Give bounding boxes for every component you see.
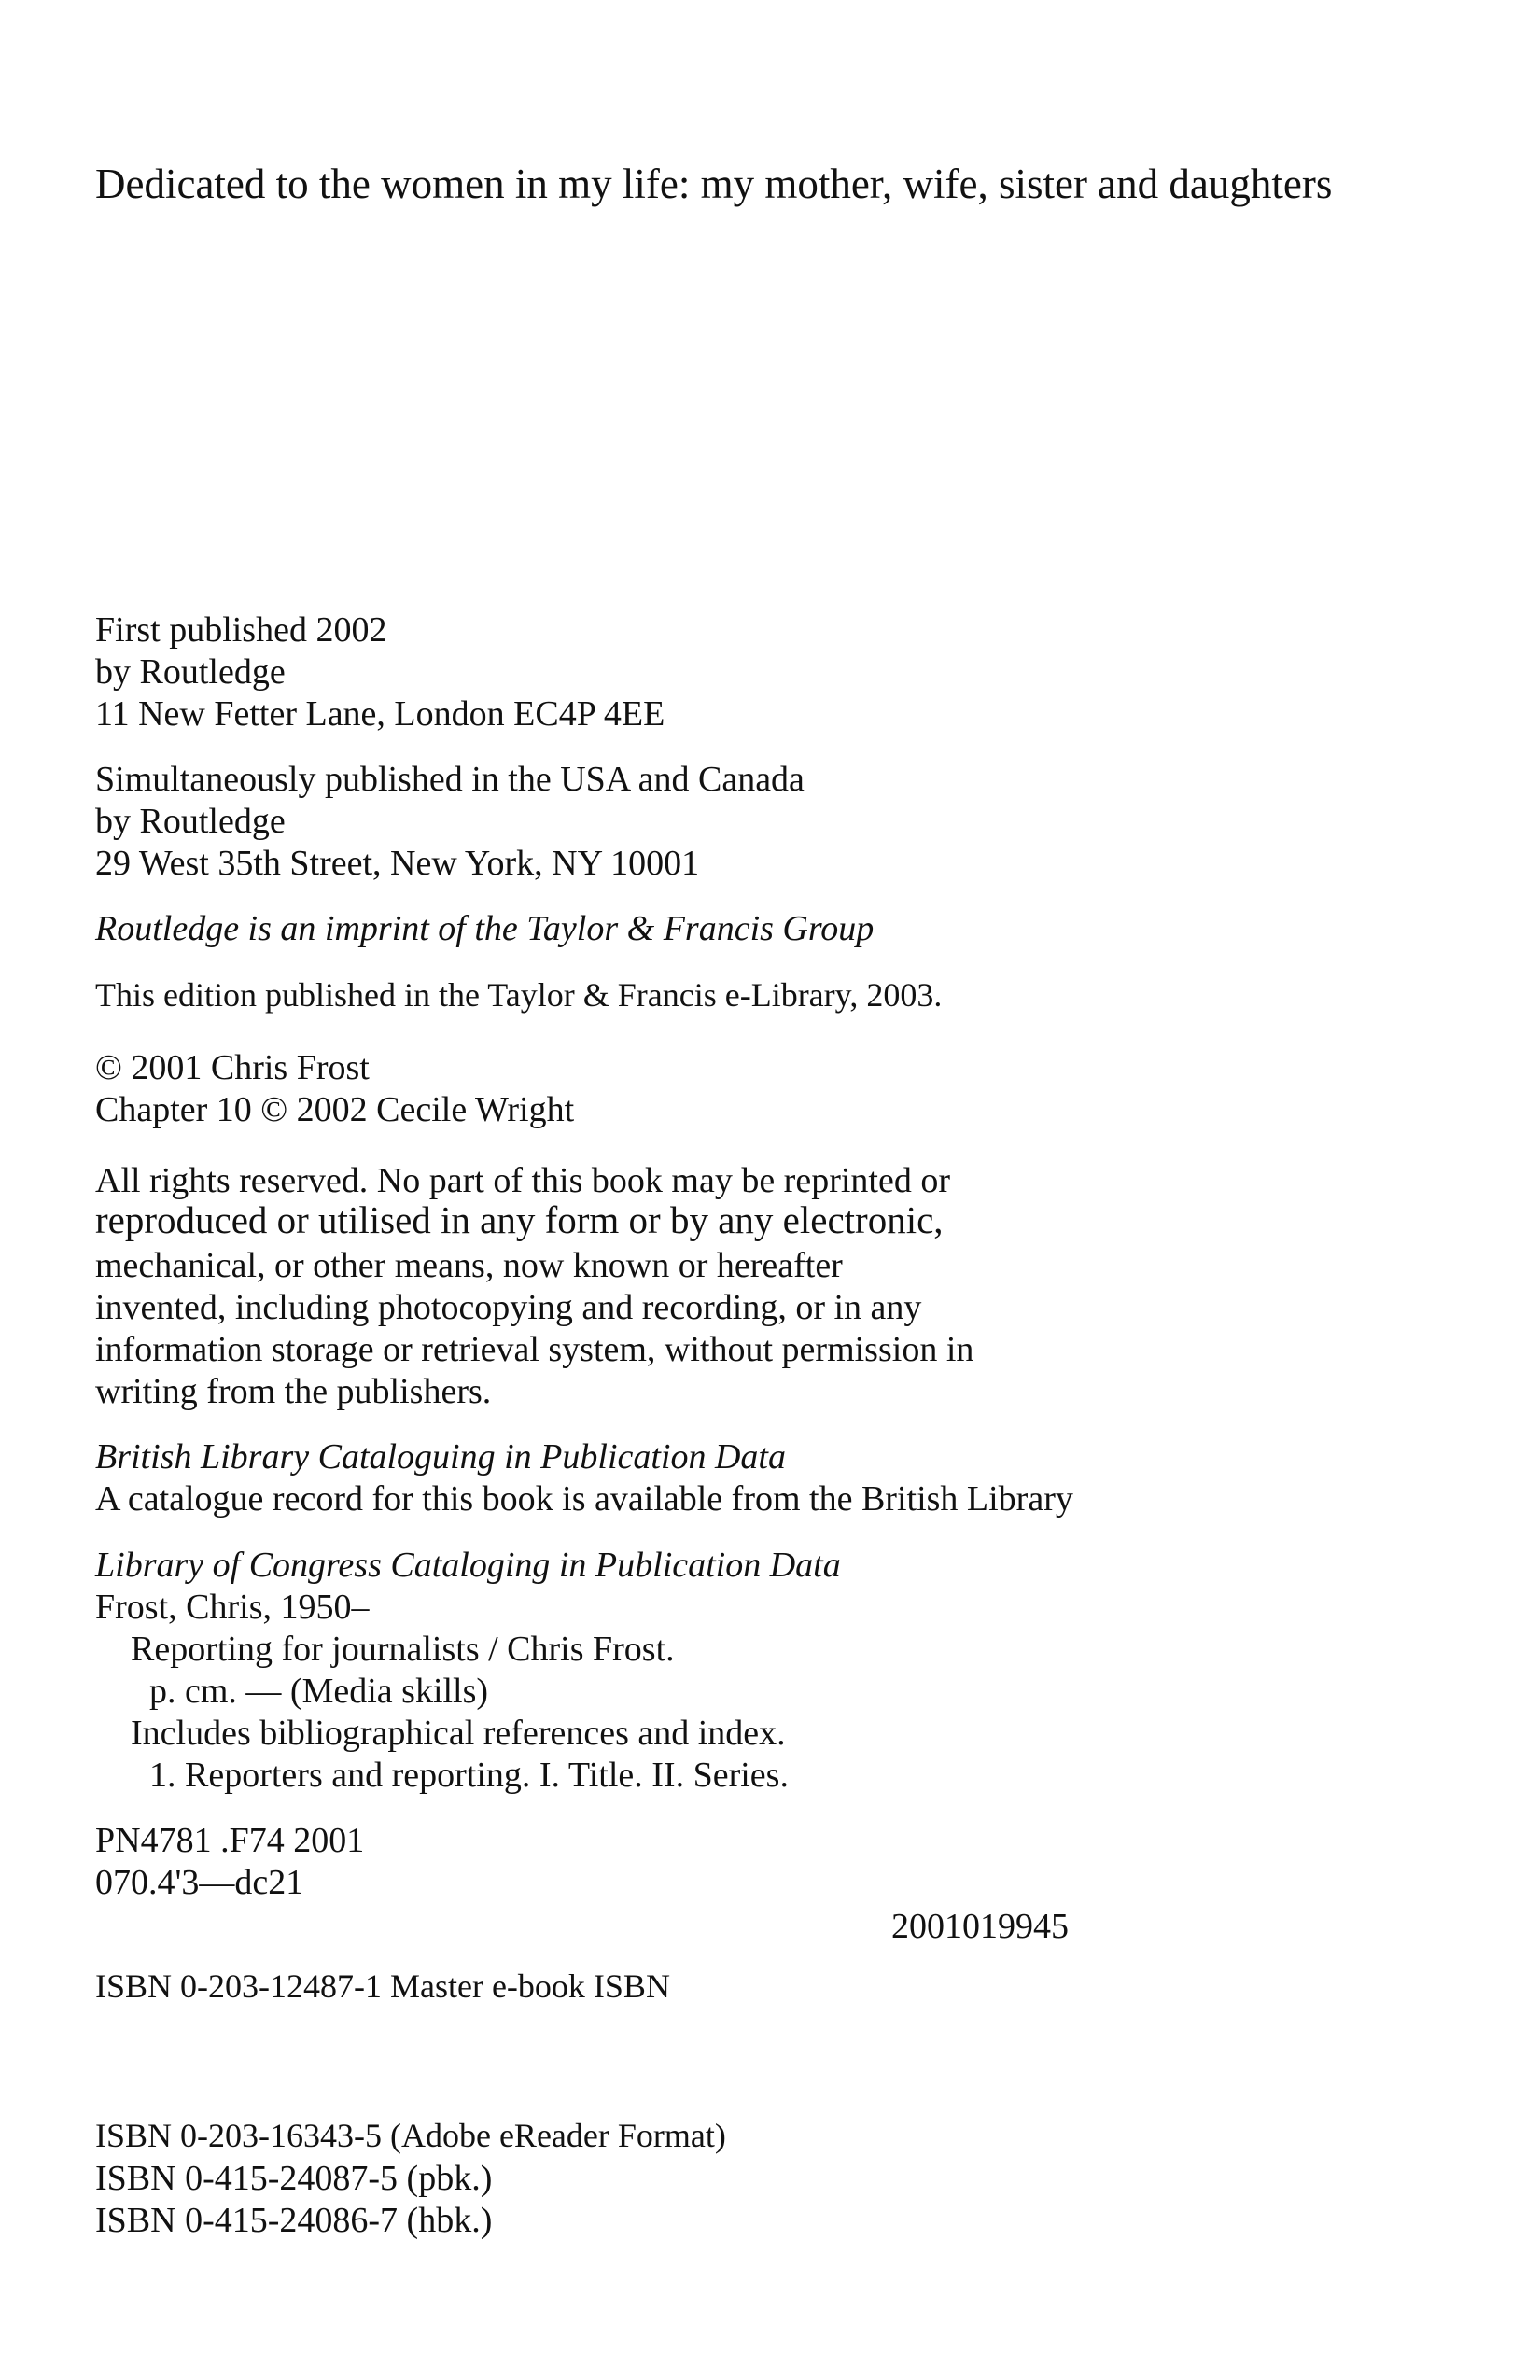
loc-subjects: 1. Reporters and reporting. I. Title. II. Series. <box>149 1756 789 1795</box>
loc-series: p. cm. — (Media skills) <box>149 1672 489 1711</box>
rights-line-6: writing from the publishers. <box>95 1372 492 1411</box>
loc-includes: Includes bibliographical references and index. <box>131 1714 786 1753</box>
british-library-text: A catalogue record for this book is available from the British Library <box>95 1479 1073 1519</box>
dedication: Dedicated to the women in my life: my mother, wife, sister and daughters <box>95 161 1333 207</box>
rights-line-1: All rights reserved. No part of this book may be reprinted or <box>95 1161 950 1200</box>
loc-dewey: 070.4'3—dc21 <box>95 1863 304 1902</box>
rights-line-4: invented, including photocopying and recording, or in any <box>95 1288 922 1327</box>
publisher-uk: by Routledge <box>95 652 286 692</box>
loc-author: Frost, Chris, 1950– <box>95 1588 370 1627</box>
imprint-note: Routledge is an imprint of the Taylor & Francis Group <box>95 909 875 948</box>
first-published: First published 2002 <box>95 610 387 650</box>
publisher-us-address: 29 West 35th Street, New York, NY 10001 <box>95 844 700 883</box>
rights-line-5: information storage or retrieval system, without permission in <box>95 1330 974 1369</box>
isbn-paperback: ISBN 0-415-24087-5 (pbk.) <box>95 2159 493 2198</box>
loc-call-number: PN4781 .F74 2001 <box>95 1821 365 1860</box>
rights-line-2: reproduced or utilised in any form or by any electronic, <box>95 1198 944 1241</box>
isbn-adobe: ISBN 0-203-16343-5 (Adobe eReader Format) <box>95 2117 726 2154</box>
publisher-uk-address: 11 New Fetter Lane, London EC4P 4EE <box>95 694 665 734</box>
copyright-chapter: Chapter 10 © 2002 Cecile Wright <box>95 1090 575 1129</box>
isbn-hardback: ISBN 0-415-24086-7 (hbk.) <box>95 2201 493 2240</box>
isbn-master: ISBN 0-203-12487-1 Master e-book ISBN <box>95 1967 670 2005</box>
loc-control-number: 2001019945 <box>891 1907 1069 1946</box>
loc-heading: Library of Congress Cataloging in Publication Data <box>95 1546 841 1585</box>
loc-title: Reporting for journalists / Chris Frost. <box>131 1630 675 1669</box>
british-library-heading: British Library Cataloguing in Publication Data <box>95 1437 786 1477</box>
copyright-author: © 2001 Chris Frost <box>95 1048 370 1087</box>
simultaneous-publication: Simultaneously published in the USA and Canada <box>95 760 805 799</box>
publisher-us: by Routledge <box>95 802 286 841</box>
rights-line-3: mechanical, or other means, now known or hereafter <box>95 1246 843 1285</box>
ebook-edition: This edition published in the Taylor & Francis e-Library, 2003. <box>95 976 943 1014</box>
